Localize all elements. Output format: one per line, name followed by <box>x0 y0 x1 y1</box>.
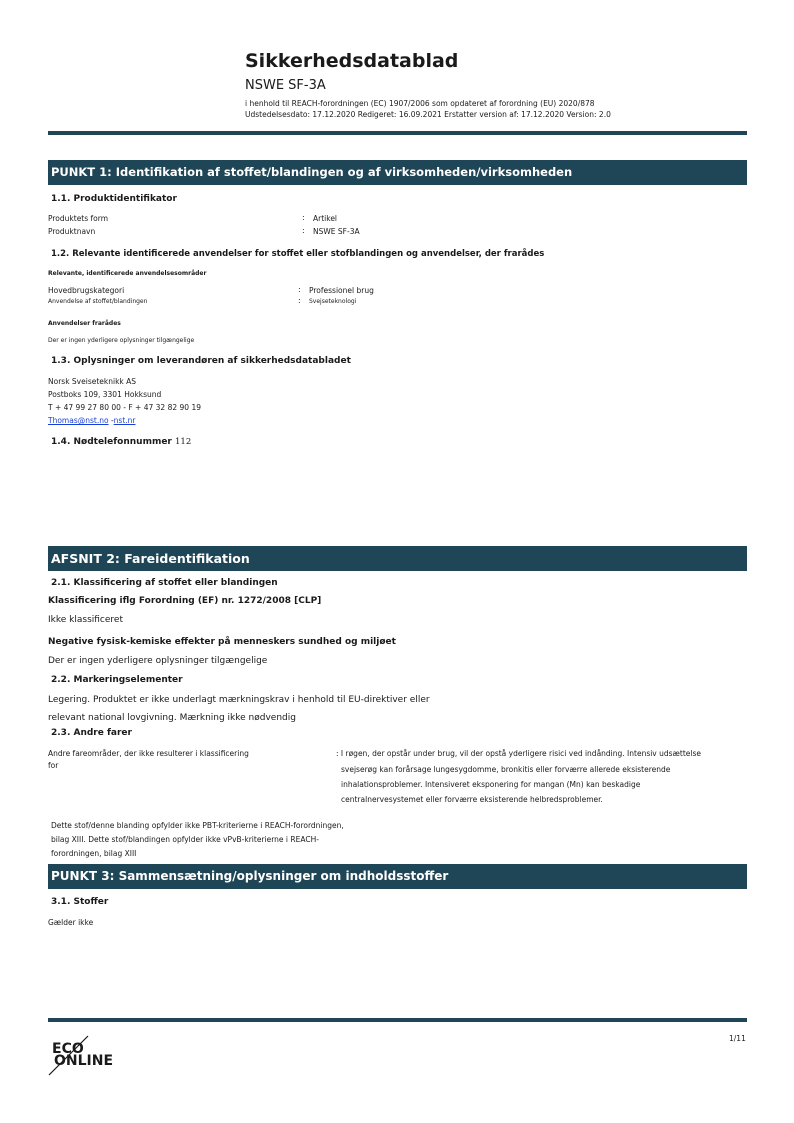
marking-line-2: relevant national lovgivning. Mærkning ikke nødvendig <box>48 713 296 723</box>
footer-rule <box>48 1018 747 1022</box>
subsection-1-4-title <box>51 437 191 447</box>
emergency-label: 1.4. Nødtelefonnummer <box>51 437 172 447</box>
supplier-contact <box>48 416 135 425</box>
document-title: Sikkerhedsdatablad <box>245 50 459 72</box>
separator-colon: : <box>302 213 305 222</box>
link-separator: - <box>108 416 114 425</box>
separator-colon: : <box>298 285 301 294</box>
other-hazards-label-2: for <box>48 761 59 770</box>
main-category-label: Hovedbrugskategori <box>48 286 125 295</box>
clp-title: Klassificering iflg Forordning (EF) nr. 1272/2008 [CLP] <box>48 596 322 606</box>
supplier-company: Norsk Sveiseteknikk AS <box>48 377 137 386</box>
other-hazards-value-2: svejserøg kan forårsage lungesygdomme, bronkitis eller forværre allerede eksisterende <box>341 765 671 774</box>
separator-colon: : <box>298 296 301 305</box>
discouraged-uses-heading: Anvendelser frarådes <box>48 320 121 327</box>
supplier-phone: T + 47 99 27 80 00 - F + 47 32 82 90 19 <box>48 403 201 412</box>
section-1-heading: PUNKT 1: Identifikation af stoffet/blandingen og af virksomheden/virksomheden <box>48 160 747 185</box>
ecoonline-logo-icon <box>48 1034 118 1076</box>
logo-text-top: ECO <box>52 1041 84 1057</box>
web-link[interactable]: nst.nr <box>113 416 136 425</box>
subsection-1-2-title: 1.2. Relevante identificerede anvendelser for stoffet eller stofblandingen og anvendelser, der frarådes <box>51 249 545 259</box>
product-name-value: NSWE SF-3A <box>313 227 360 236</box>
effects-title: Negative fysisk-kemiske effekter på menneskers sundhed og miljøet <box>48 637 396 647</box>
clp-value: Ikke klassificeret <box>48 615 123 625</box>
pbt-line-2: bilag XIII. Dette stof/blandingen opfylder ikke vPvB-kriterierne i REACH- <box>51 835 319 844</box>
discouraged-uses-text: Der er ingen yderligere oplysninger tilgængelige <box>48 337 195 344</box>
page-number: 1/11 <box>729 1034 746 1043</box>
relevant-uses-heading: Relevante, identificerede anvendelsesområder <box>48 270 207 277</box>
subsection-3-1-title: 3.1. Stoffer <box>51 897 109 907</box>
section-3-heading: PUNKT 3: Sammensætning/oplysninger om indholdsstoffer <box>48 864 747 889</box>
subsection-1-1-title: 1.1. Produktidentifikator <box>51 194 177 204</box>
effects-text: Der er ingen yderligere oplysninger tilgængelige <box>48 656 268 666</box>
other-hazards-value-3: inhalationsproblemer. Intensiveret eksponering for mangan (Mn) kan beskadige <box>341 780 641 789</box>
use-label: Anvendelse af stoffet/blandingen <box>48 298 148 305</box>
section-2-heading: AFSNIT 2: Fareidentifikation <box>48 546 747 571</box>
other-hazards-value-1: : I røgen, der opstår under brug, vil der opstå yderligere risici ved indånding. Intensiv udsættelse <box>336 749 702 758</box>
subsection-2-3-title: 2.3. Andre farer <box>51 728 132 738</box>
subsection-2-2-title: 2.2. Markeringselementer <box>51 675 183 685</box>
marking-line-1: Legering. Produktet er ikke underlagt mærkningskrav i henhold til EU-direktiver eller <box>48 695 430 705</box>
regulation-note: i henhold til REACH-forordningen (EC) 1907/2006 som opdateret af forordning (EU) 2020/878 <box>245 99 595 108</box>
product-name-label: Produktnavn <box>48 227 96 236</box>
other-hazards-value-4: centralnervesystemet eller forværre eksisterende helbredsproblemer. <box>341 795 603 804</box>
email-link[interactable]: Thomas@nst.no <box>48 416 109 425</box>
use-value: Svejseteknologi <box>309 298 357 305</box>
substances-value: Gælder ikke <box>48 918 94 927</box>
supplier-address: Postboks 109, 3301 Hokksund <box>48 390 162 399</box>
separator-colon: : <box>302 226 305 235</box>
other-hazards-label-1: Andre fareområder, der ikke resulterer i klassificering <box>48 749 249 758</box>
emergency-number: 112 <box>175 437 192 447</box>
logo-text-bottom: ONLINE <box>54 1053 114 1069</box>
pbt-line-1: Dette stof/denne blanding opfylder ikke PBT-kriterierne i REACH-forordningen, <box>51 821 344 830</box>
pbt-line-3: forordningen, bilag XIII <box>51 849 137 858</box>
product-form-label: Produktets form <box>48 214 109 223</box>
subsection-2-1-title: 2.1. Klassificering af stoffet eller blandingen <box>51 578 278 588</box>
header-rule <box>48 131 747 135</box>
revision-dates: Udstedelsesdato: 17.12.2020 Redigeret: 16.09.2021 Erstatter version af: 17.12.2020 Version: 2.0 <box>245 110 611 119</box>
main-category-value: Professionel brug <box>309 286 374 295</box>
product-name: NSWE SF-3A <box>245 78 326 93</box>
subsection-1-3-title: 1.3. Oplysninger om leverandøren af sikkerhedsdatabladet <box>51 356 351 366</box>
product-form-value: Artikel <box>313 214 338 223</box>
